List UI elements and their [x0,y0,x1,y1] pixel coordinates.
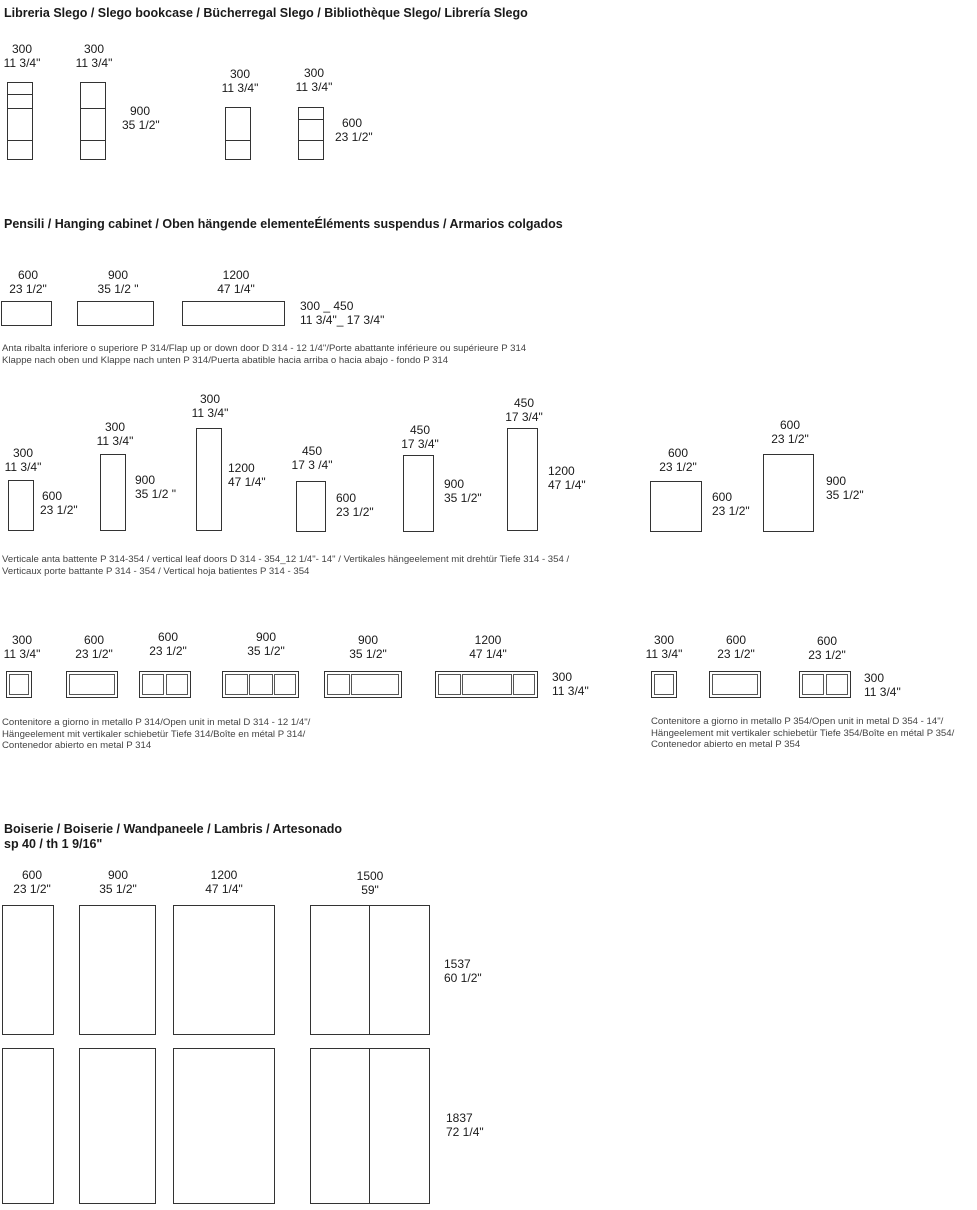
dimension-label: 1200 47 1/4" [469,633,507,661]
dimension-label: 300 11 3/4" [3,42,41,70]
dimension-label: 600 23 1/2" [659,446,697,474]
section-title-pensili: Pensili / Hanging cabinet / Oben hängende elementeÉléments suspendus / Armarios colgados [4,217,563,231]
dimension-label: 300 11 3/4" [552,670,589,698]
dimension-label: 450 17 3/4" [401,423,439,451]
open-unit-900-double [324,671,402,698]
open-unit-300 [6,671,32,698]
dimension-label: 900 35 1/2 " [135,473,176,501]
dimension-label: 300 11 3/4" [295,66,333,94]
dimension-label: 900 35 1/2" [349,633,387,661]
dimension-label: 300 11 3/4" [221,67,259,95]
boiserie-panel-900x1837 [79,1048,156,1204]
dimension-label: 300 11 3/4" [75,42,113,70]
dimension-label: 300 11 3/4" [864,671,901,699]
dimension-label: 600 23 1/2" [13,868,51,896]
boiserie-panel-600x1537 [2,905,54,1035]
dimension-label: 600 23 1/2" [40,489,78,517]
section-title-boiserie: Boiserie / Boiserie / Wandpaneele / Lambris / Artesonado sp 40 / th 1 9/16" [4,822,343,851]
dimension-label: 600 23 1/2" [808,634,846,662]
flap-cabinet-600 [1,301,52,326]
boiserie-panel-1200x1537 [173,905,275,1035]
bookcase-module-900 [7,82,33,160]
vertical-cabinet-300x900 [100,454,126,531]
dimension-label: 600 23 1/2" [9,268,47,296]
open-unit-600 [66,671,118,698]
vertical-cabinet-450x600 [296,481,326,532]
vertical-cabinet-450x900 [403,455,434,532]
dimension-label: 1200 47 1/4" [205,868,243,896]
dimension-label: 1500 59" [356,869,384,897]
vertical-door-note: Verticale anta battente P 314-354 / vertical leaf doors D 314 - 354_12 1/4"- 14" / Vertikales hängeelement mit drehtür Tiefe 314 - 354 / Verticaux porte battante P 314 - 354 / Vertical hoja batientes P 314 - 354 [2,554,570,577]
dimension-label: 300 11 3/4" [4,446,42,474]
open-unit-1200-triple [435,671,538,698]
bookcase-module-600 [298,107,324,160]
dimension-label: 300 11 3/4" [3,633,41,661]
dimension-label: 600 23 1/2" [336,491,374,519]
dimension-label: 1200 47 1/4" [548,464,586,492]
open-unit-300 [651,671,677,698]
dimension-label: 1537 60 1/2" [444,957,482,985]
boiserie-panel-1200x1837 [173,1048,275,1204]
boiserie-panel-900x1537 [79,905,156,1035]
dimension-label: 900 35 1/2" [444,477,482,505]
dimension-label: 450 17 3 /4" [291,444,333,472]
flap-cabinet-900 [77,301,154,326]
flap-door-note: Anta ribalta inferiore o superiore P 314/Flap up or down door D 314 - 12 1/4"/Porte abattante inférieure ou supérieure P 314 Klappe nach oben und Klappe nach unten P 314/Puerta abatible hacia arriba o hacia abajo - fondo P 314 [2,343,527,366]
dimension-label: 900 35 1/2" [826,474,864,502]
open-unit-note-314: Contenitore a giorno in metallo P 314/Open unit in metal D 314 - 12 1/4"/ Hängeelement mit vertikaler schiebetür Tiefe 314/Boîte en métal P 314/ Contenedor abierto en metal P 314 [2,717,311,751]
dimension-label: 300 11 3/4" [96,420,134,448]
open-unit-600-double [799,671,851,698]
dimension-label: 900 35 1/2" [99,868,137,896]
boiserie-panel-1500x1537 [310,905,430,1035]
open-unit-600 [709,671,761,698]
dimension-label: 300 11 3/4" [191,392,229,420]
dimension-label: 600 23 1/2" [771,418,809,446]
dimension-label: 300 _ 450 11 3/4"_ 17 3/4" [300,299,385,327]
dimension-label: 1200 47 1/4" [217,268,255,296]
bookcase-module-600 [225,107,251,160]
dimension-label: 450 17 3/4" [505,396,543,424]
dimension-label: 600 23 1/2" [75,633,113,661]
vertical-cabinet-300x1200 [196,428,222,531]
vertical-cabinet-300x600 [8,480,34,531]
dimension-label: 600 23 1/2" [717,633,755,661]
dimension-label: 1200 47 1/4" [228,461,266,489]
dimension-label: 600 23 1/2" [335,116,373,144]
open-unit-600-double [139,671,191,698]
dimension-label: 600 23 1/2" [149,630,187,658]
dimension-label: 600 23 1/2" [712,490,750,518]
flap-cabinet-1200 [182,301,285,326]
vertical-cabinet-450x1200 [507,428,538,531]
dimension-label: 900 35 1/2" [122,104,160,132]
open-unit-note-354: Contenitore a giorno in metallo P 354/Open unit in metal D 354 - 14"/ Hängeelement mit vertikaler schiebetür Tiefe 354/Boîte en métal P 354/ Contenedor abierto en metal P 354 [651,716,955,750]
vertical-cabinet-600x600 [650,481,702,532]
boiserie-panel-600x1837 [2,1048,54,1204]
open-unit-900-triple [222,671,299,698]
dimension-label: 900 35 1/2 " [97,268,139,296]
section-title-libreria: Libreria Slego / Slego bookcase / Bücherregal Slego / Bibliothèque Slego/ Librería Slego [4,6,528,20]
boiserie-panel-1500x1837 [310,1048,430,1204]
dimension-label: 300 11 3/4" [645,633,683,661]
vertical-cabinet-600x900 [763,454,814,532]
bookcase-module-900 [80,82,106,160]
dimension-label: 900 35 1/2" [247,630,285,658]
dimension-label: 1837 72 1/4" [446,1111,484,1139]
